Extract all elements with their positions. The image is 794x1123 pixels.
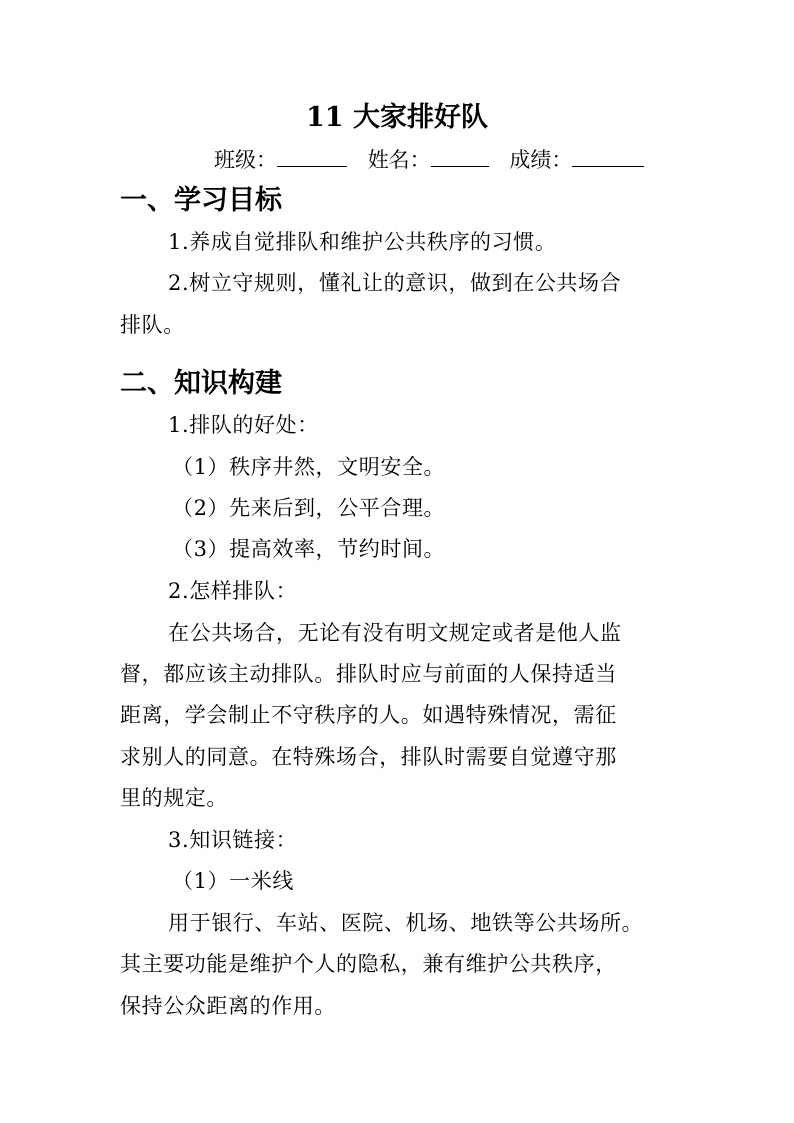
goal-item-1: 1.养成自觉排队和维护公共秩序的习惯。: [168, 230, 557, 254]
how-line-4: 求别人的同意。在特殊场合，排队时需要自觉遵守那: [120, 745, 617, 769]
score-blank: [572, 144, 644, 167]
class-blank: [277, 144, 347, 167]
link-line-2: 其主要功能是维护个人的隐私，兼有维护公共秩序，: [120, 952, 617, 976]
name-label: 姓名：: [367, 148, 431, 172]
goal-item-2-line1: 2.树立守规则，懂礼让的意识，做到在公共场合: [168, 271, 622, 295]
student-info-line: [214, 144, 644, 176]
page-title: 11 大家排好队: [306, 102, 488, 133]
class-label: 班级：: [214, 148, 277, 172]
score-label: 成绩：: [509, 148, 573, 172]
how-title: 2.怎样排队：: [168, 579, 298, 603]
section1-heading: 一、学习目标: [120, 185, 282, 216]
name-blank: [431, 144, 489, 167]
link-line-3: 保持公众距离的作用。: [120, 994, 336, 1018]
section2-heading: 二、知识构建: [120, 368, 282, 399]
how-line-5: 里的规定。: [120, 786, 228, 810]
goal-item-2-line2: 排队。: [120, 313, 185, 337]
benefit-3: （3）提高效率，节约时间。: [172, 537, 446, 561]
benefit-2: （2）先来后到，公平合理。: [172, 496, 446, 520]
benefits-title: 1.排队的好处：: [168, 413, 319, 437]
link-sub-1: （1）一米线: [172, 869, 294, 893]
how-line-3: 距离，学会制止不守秩序的人。如遇特殊情况，需征: [120, 703, 617, 727]
how-line-2: 督，都应该主动排队。排队时应与前面的人保持适当: [120, 662, 617, 686]
link-line-1: 用于银行、车站、医院、机场、地铁等公共场所。: [168, 911, 644, 935]
link-title: 3.知识链接：: [168, 828, 298, 852]
how-line-1: 在公共场合，无论有没有明文规定或者是他人监: [168, 621, 622, 645]
benefit-1: （1）秩序井然，文明安全。: [172, 455, 446, 479]
